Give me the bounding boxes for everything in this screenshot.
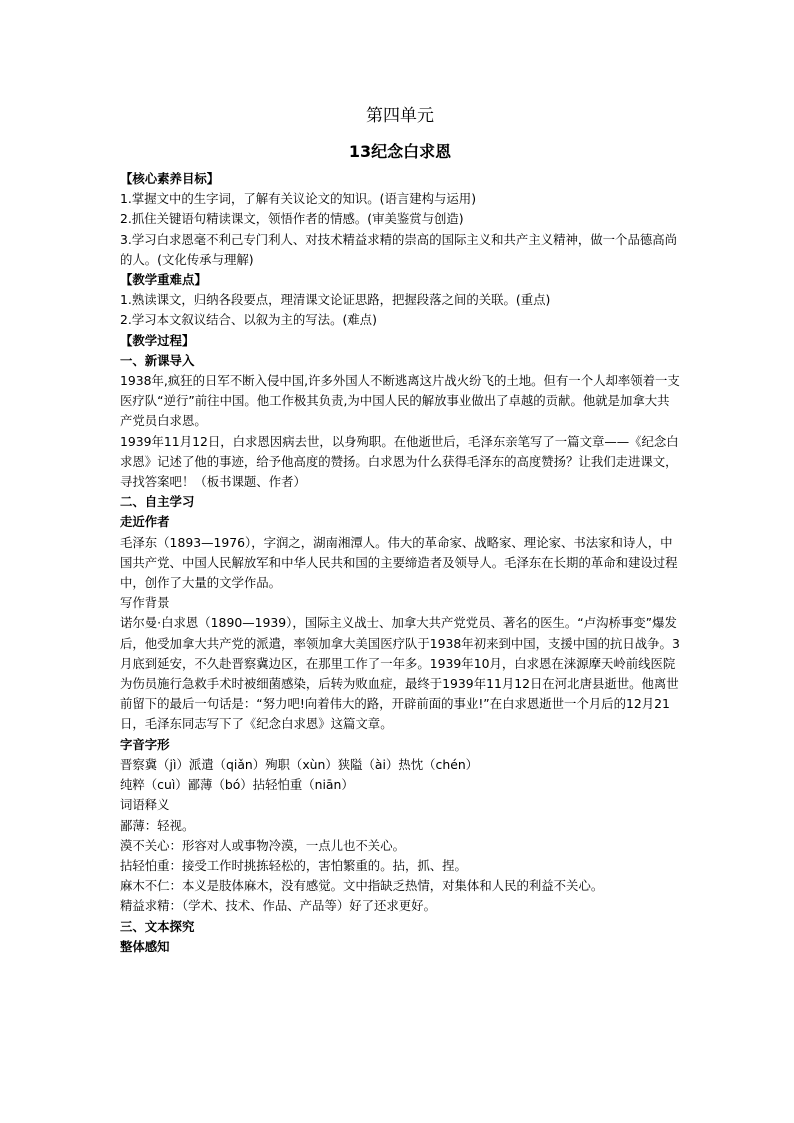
- section-goals-heading: 【核心素养目标】: [120, 171, 220, 186]
- intro-paragraph: 1938年,疯狂的日军不断入侵中国,许多外国人不断逃离这片战火纷飞的土地。但有一个人却率领着一支医疗队“逆行”前往中国。他工作极其负责,为中国人民的解放事业做出了卓越的贡献。他就是加拿大共产党员白求恩。: [120, 373, 680, 429]
- char-line: 纯粹（cuì）鄙薄（bó）拈轻怕重（niān）: [120, 777, 354, 793]
- subsection-heading: 走近作者: [120, 514, 170, 530]
- part-heading: 三、文本探究: [120, 918, 195, 934]
- subsection-heading: 词语释义: [120, 797, 170, 813]
- goal-item: 3.学习白求恩毫不利己专门利人、对技术精益求精的崇高的国际主义和共产主义精神，做一个品德高尚的人。(文化传承与理解): [120, 231, 678, 267]
- subsection-heading: 写作背景: [120, 595, 170, 611]
- goal-item: 1.掌握文中的生字词，了解有关议论文的知识。(语言建构与运用): [120, 191, 477, 207]
- section-process-heading: 【教学过程】: [120, 332, 195, 348]
- key-item: 1.熟读课文，归纳各段要点，理清课文论证思路，把握段落之间的关联。(重点): [120, 292, 551, 308]
- author-paragraph: 毛泽东（1893—1976），字润之，湖南湘潭人。伟大的革命家、战略家、理论家、书法家和诗人，中国共产党、中国人民解放军和中华人民共和国的主要缔造者及领导人。毛泽东在长期的革命和建设过程中，创作了大量的文学作品。: [120, 534, 678, 591]
- unit-title: 第四单元: [366, 106, 434, 126]
- lesson-title: 13纪念白求恩: [348, 142, 452, 161]
- word-definition: 鄙薄：轻视。: [120, 817, 195, 833]
- section-key-heading: 【教学重难点】: [120, 272, 207, 288]
- word-definition: 麻木不仁：本义是肢体麻木，没有感觉。文中指缺乏热情，对集体和人民的利益不关心。: [120, 878, 604, 894]
- key-item: 2.学习本文叙议结合、以叙为主的写法。(难点): [120, 312, 377, 328]
- word-definition: 漠不关心：形容对人或事物冷漠，一点儿也不关心。: [120, 837, 405, 853]
- subsection-heading: 字音字形: [120, 736, 170, 752]
- word-definition: 拈轻怕重：接受工作时挑拣轻松的，害怕繁重的。拈，抓、捏。: [120, 857, 467, 873]
- goal-item: 2.抓住关键语句精读课文，领悟作者的情感。(审美鉴赏与创造): [120, 211, 464, 227]
- background-paragraph: 诺尔曼·白求恩（1890—1939），国际主义战士、加拿大共产党党员、著名的医生。“卢沟桥事变”爆发后，他受加拿大共产党的派遣，率领加拿大美国医疗队于1938年初来到中国，支援中国的抗日战争。3月底到延安，不久赴晋察冀边区，在那里工作了一年多。1939年10月，白求恩在涞源摩天岭前线医院为伤员施行急救手术时被细菌感染，后转为败血症，最终于1939年11月12日在河北唐县逝世。他离世前留下的最后一句话是：“努力吧!向着伟大的路，开辟前面的事业!”在白求恩逝世一个月后的12月21日，毛泽东同志写下了《纪念白求恩》这篇文章。: [120, 615, 680, 732]
- part-heading: 二、自主学习: [120, 494, 195, 510]
- char-line: 晋察冀（jì）派遣（qiǎn）殉职（xùn）狭隘（ài）热忱（chén）: [120, 756, 479, 772]
- document-page: [120, 100, 680, 957]
- subsection-heading: 整体感知: [120, 938, 170, 954]
- word-definition: 精益求精：（学术、技术、作品、产品等）好了还求更好。: [120, 898, 436, 914]
- part-heading: 一、新课导入: [120, 352, 195, 368]
- intro-paragraph: 1939年11月12日，白求恩因病去世，以身殉职。在他逝世后，毛泽东亲笔写了一篇文章——《纪念白求恩》记述了他的事迹，给予他高度的赞扬。白求恩为什么获得毛泽东的高度赞扬？让我们走进课文，寻找答案吧！（板书课题、作者）: [120, 433, 679, 490]
